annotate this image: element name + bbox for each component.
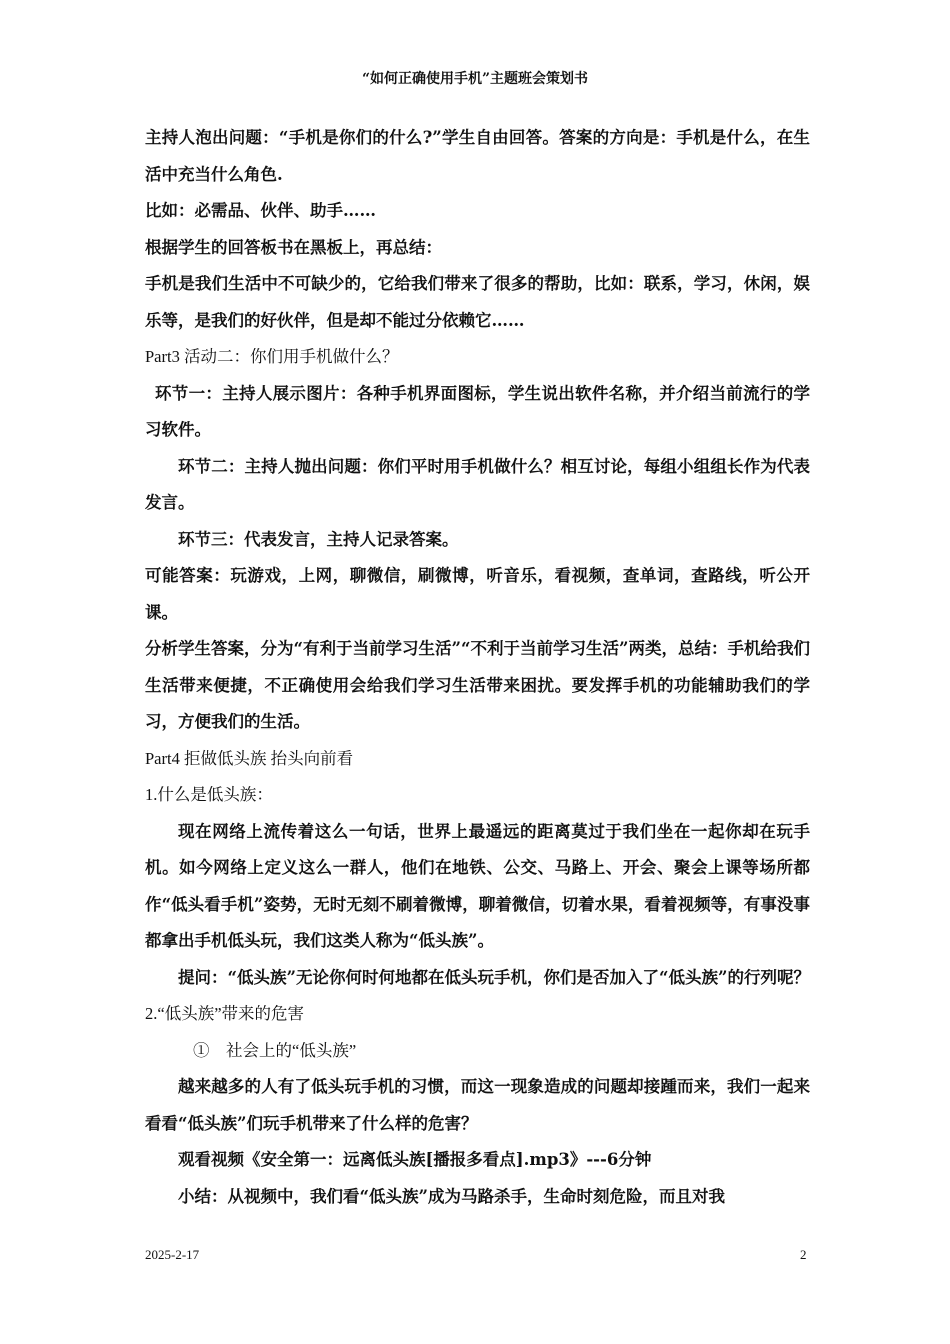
footer-date: 2025-2-17 (145, 1247, 200, 1262)
paragraph-board-summary: 根据学生的回答板书在黑板上，再总结： (145, 237, 442, 257)
paragraph-step3: 环节三：代表发言，主持人记录答案。 (178, 529, 459, 549)
paragraph-summary: 小结：从视频中，我们看“低头族”成为马路杀手，生命时刻危险，而且对我 (178, 1186, 725, 1206)
paragraph-examples: 比如：必需品、伙伴、助手…… (145, 201, 376, 220)
what-is-heading: 1.什么是低头族： (145, 785, 273, 804)
page-header: “如何正确使用手机”主题班会策划书 (361, 71, 589, 87)
paragraph-problems: 越来越多的人有了低头玩手机的习惯，而这一现象造成的问题却接踵而来，我们一起来看看“低头族”们玩手机带来了什么样的危害？ (145, 1077, 810, 1133)
paragraph-step2: 环节二：主持人抛出问题：你们平时用手机做什么？相互讨论，每组小组组长作为代表发言。 (145, 456, 810, 512)
paragraph-phone-helper: 手机是我们生活中不可缺少的，它给我们带来了很多的帮助，比如：联系，学习，休闲，娱乐等，是我们的好伙伴，但是却不能过分依赖它…… (145, 274, 810, 330)
page-number: 2 (800, 1247, 807, 1262)
paragraph-definition: 现在网络上流传着这么一句话，世界上最遥远的距离莫过于我们坐在一起你却在玩手机。如今网络上定义这么一群人，他们在地铁、公交、马路上、开会、聚会上课等场所都作“低头看手机”姿势，无时无刻不刷着微博，聊着微信，切着水果，看着视频等，有事没事都拿出手机低头玩，我们这类人称为“低头族”。 (145, 821, 810, 950)
part4-heading: Part4 拒做低头族 抬头向前看 (145, 748, 354, 768)
document-body (145, 120, 810, 1215)
paragraph-analysis: 分析学生答案，分为“有利于当前学习生活”“不利于当前学习生活”两类，总结：手机给我们生活带来便捷，不正确使用会给我们学习生活带来困扰。要发挥手机的功能辅助我们的学习，方便我们的生活。 (145, 639, 810, 731)
part3-heading: Part3 活动二：你们用手机做什么？ (145, 347, 399, 366)
social-heading: ① 社会上的“低头族” (193, 1040, 357, 1060)
paragraph-host-question: 主持人泡出问题：“手机是你们的什么?”学生自由回答。答案的方向是：手机是什么，在生活中充当什么角色. (145, 128, 810, 184)
harm-heading: 2.“低头族”带来的危害 (145, 1004, 305, 1023)
paragraph-step1: 环节一：主持人展示图片：各种手机界面图标，学生说出软件名称，并介绍当前流行的学习软件。 (145, 383, 810, 439)
paragraph-video: 观看视频《安全第一：远离低头族[播报多看点].mp3》---6分钟 (178, 1150, 652, 1169)
paragraph-question: 提问：“低头族”无论你何时何地都在低头玩手机，你们是否加入了“低头族”的行列呢？ (178, 967, 810, 987)
paragraph-possible-answers: 可能答案：玩游戏，上网，聊微信，刷微博，听音乐，看视频，查单词，查路线，听公开课。 (145, 566, 810, 622)
